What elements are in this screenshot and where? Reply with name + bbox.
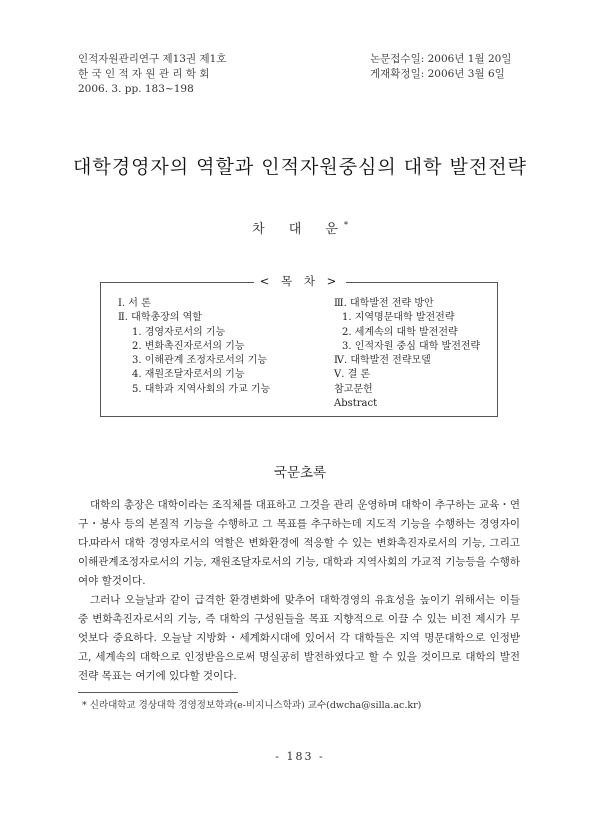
- toc-item: Ⅳ. 대학발전 전략모델: [334, 355, 431, 367]
- journal-info: [78, 52, 226, 97]
- society-name: 한 국 인 적 자 원 관 리 학 회: [78, 68, 210, 80]
- toc-item: 2. 변화촉진자로서의 기능: [132, 340, 245, 352]
- toc-item: 4. 재원조달자로서의 기능: [132, 369, 245, 381]
- abstract-title: 국문초록: [273, 465, 327, 481]
- toc-item: 5. 대학과 지역사회의 가교 기능: [132, 383, 271, 395]
- abstract-paragraph-2: 따라서 대학 경영자로서의 역할은 변화환경에 적응할 수 있는 변화촉진자로서의 기능, 그리고 이해관계조정자로서의 기능, 재원조달자로서의 기능, 대학과 지역사회의 가교적 기능등을 수행하여야 할것이다.: [78, 537, 520, 587]
- toc-right-column: [334, 297, 480, 411]
- toc-heading-wrap: [0, 273, 600, 289]
- author-footnote: * 신라대학교 경상대학 경영정보학과(e-비지니스학과) 교수(dwcha@silla.ac.kr): [82, 700, 422, 711]
- toc-item: Ⅴ. 결 론: [334, 369, 371, 381]
- toc-item: Ⅰ. 서 론: [118, 298, 151, 309]
- submission-info: [370, 52, 511, 82]
- footnote-divider: [78, 692, 238, 693]
- toc-item: 1. 경영자로서의 기능: [132, 326, 226, 338]
- toc-left-column: [118, 297, 270, 397]
- toc-item: 참고문헌: [334, 383, 373, 395]
- accepted-date: 게재확정일: 2006년 3월 6일: [370, 68, 505, 80]
- received-date: 논문접수일: 2006년 1월 20일: [370, 53, 512, 65]
- abstract-paragraph-1: 대학의 총장은 대학이라는 조직체를 대표하고 그것을 관리 운영하며 대학이 추구하는 교육・연구・봉사 등의 본질적 기능을 수행하고 그 목표를 추구하는데 지도적 기능을 수행하는 경영자이다.: [78, 499, 520, 549]
- author-footnote-mark: *: [343, 220, 348, 230]
- abstract-paragraph-3: 그러나 오늘날과 같이 급격한 환경변화에 맞추어 대학경영의 유효성을 높이기 위해서는 이들 중 변화촉진자로서의 기능, 즉 대학의 구성원들을 목표 지향적으로 이끌 수 있는 비전 제시가 무엇보다 중요하다. 오늘날 지방화・세계화시대에 있어서 각 대학들은 지역 명문대학으로 인정받고, 세계속의 대학으로 인정받음으로써 명실공히 발전하였다고 할 수 있을 것이므로 대학의 발전전략 목표는 여기에 있다할 것이다.: [78, 594, 520, 682]
- toc-item: 3. 이해관계 조정자로서의 기능: [132, 355, 267, 367]
- author-line: [0, 218, 600, 237]
- paper-title: 대학경영자의 역할과 인적자원중심의 대학 발전전략: [73, 156, 527, 178]
- toc-item: 2. 세계속의 대학 발전전략: [342, 326, 458, 338]
- author-name: 차 대 운: [252, 222, 344, 237]
- toc-item: 3. 인적자원 중심 대학 발전전략: [342, 340, 481, 352]
- toc-item: Ⅲ. 대학발전 전략 방안: [334, 298, 434, 309]
- toc-item: Abstract: [334, 398, 378, 410]
- toc-item: Ⅱ. 대학총장의 역할: [118, 312, 202, 324]
- journal-name: 인적자원관리연구 제13권 제1호: [78, 53, 227, 65]
- issue-pages: 2006. 3. pp. 183~198: [78, 83, 194, 95]
- toc-heading: < 목 차 >: [254, 274, 346, 288]
- toc-item: 1. 지역명문대학 발전전략: [342, 312, 455, 324]
- page-number: - 183 -: [275, 750, 325, 763]
